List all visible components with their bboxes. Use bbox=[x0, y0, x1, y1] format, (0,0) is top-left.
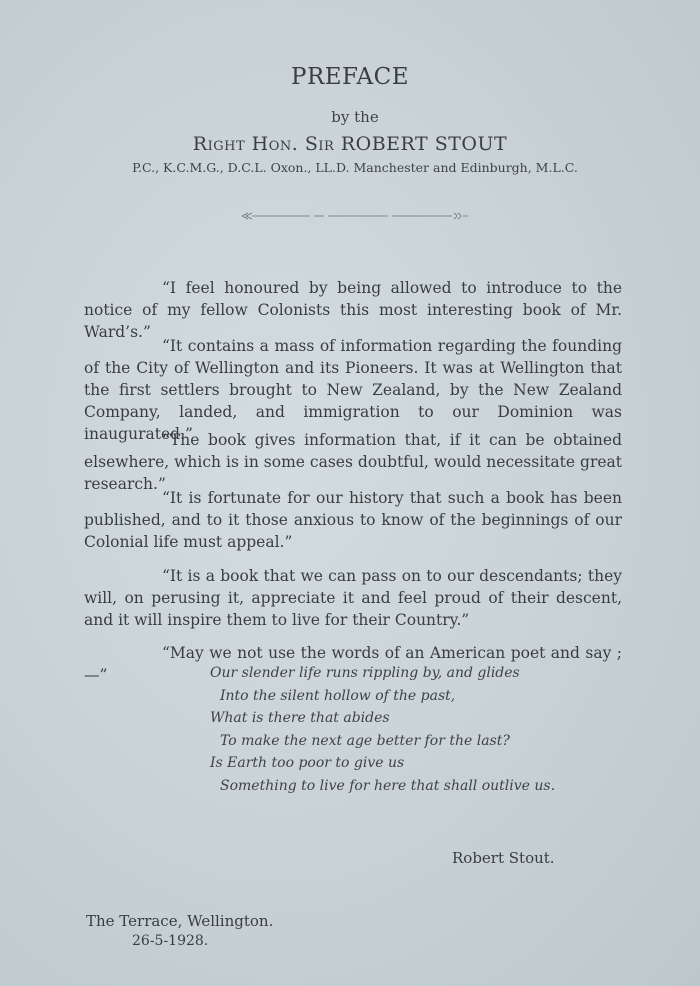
poem-line: Something to live for here that shall outlive us. bbox=[220, 777, 556, 794]
paragraph-3: “The book gives information that, if it can be obtained elsewhere, which is in some cases doubtful, would necessitate great research.” bbox=[84, 430, 622, 493]
paragraph-4: “It is fortunate for our history that such a book has been published, and to it those anxious to know of the beginnings of our Colonial life must appeal.” bbox=[84, 488, 622, 551]
poem-line: What is there that abides bbox=[210, 710, 390, 726]
poem-line: To make the next age better for the last? bbox=[220, 732, 510, 749]
divider-ornament bbox=[240, 210, 470, 222]
footer-date: 26-5-1928. bbox=[132, 933, 209, 949]
signature: Robert Stout. bbox=[452, 849, 555, 867]
byline: by the bbox=[331, 108, 379, 126]
paragraph-6: “May we not use the words of an American poet and say ;—” bbox=[84, 643, 622, 684]
footer-place: The Terrace, Wellington. bbox=[86, 912, 274, 930]
paragraph-2: “It contains a mass of information regarding the founding of the City of Wellington and its Pioneers. It was at Wellington that the first settlers brought to New Zealand, by the New Zealand Company, landed, and immigration to our Dominion was inaugurated.” bbox=[84, 336, 622, 443]
page-title: PREFACE bbox=[290, 64, 410, 90]
poem-stanza bbox=[210, 662, 555, 797]
poem-line: Is Earth too poor to give us bbox=[210, 755, 405, 771]
author-honours: P.C., K.C.M.G., D.C.L. Oxon., LL.D. Manchester and Edinburgh, M.L.C. bbox=[132, 160, 578, 175]
poem-line: Into the silent hollow of the past, bbox=[220, 687, 456, 704]
paragraph-1: “I feel honoured by being allowed to introduce to the notice of my fellow Colonists this most interesting book of Mr. Ward’s.” bbox=[84, 278, 622, 341]
author-name: Right Hon. Sir ROBERT STOUT bbox=[192, 133, 508, 155]
poem-line: Our slender life runs rippling by, and glides bbox=[210, 665, 520, 681]
paragraph-5: “It is a book that we can pass on to our descendants; they will, on perusing it, appreciate it and feel proud of their descent, and it will inspire them to live for their Country.” bbox=[84, 566, 622, 629]
